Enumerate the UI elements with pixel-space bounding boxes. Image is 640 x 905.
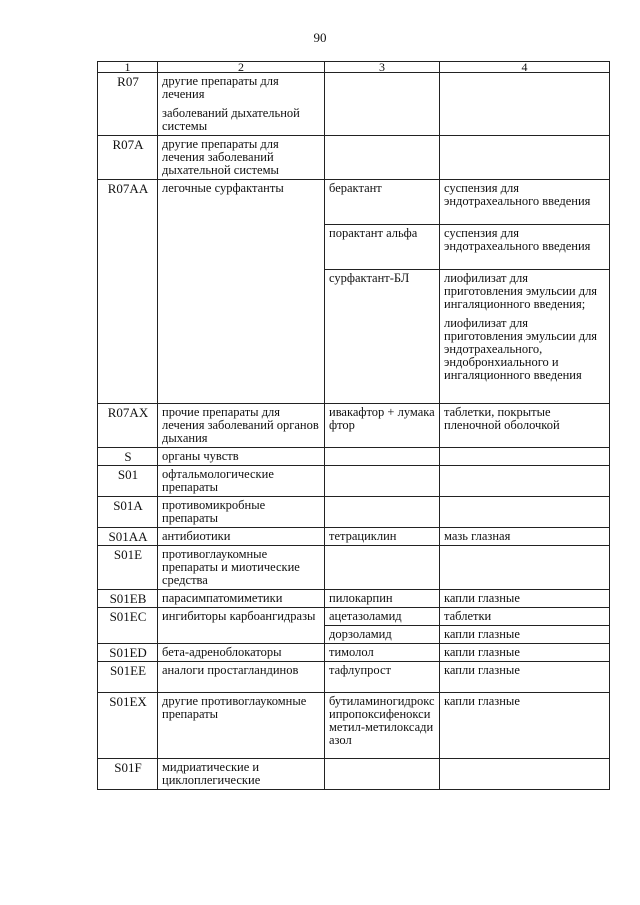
dosage-form-cell: [440, 225, 610, 270]
drug-name-cell: [325, 136, 440, 180]
dosage-form-cell: [440, 73, 610, 136]
group-name-text: противоглаукомные препараты и миотические средства: [162, 547, 300, 587]
dosage-form-text: капли глазные: [444, 663, 520, 677]
dosage-form-cell: [440, 644, 610, 662]
group-name-text: другие препараты для лечения заболеваний дыхательной системы: [162, 137, 279, 177]
table-row: [98, 448, 610, 466]
dosage-form-text: суспензия для эндотрахеального введения: [444, 181, 591, 208]
table-row: [98, 662, 610, 693]
dosage-form-text: суспензия для эндотрахеального введения: [444, 226, 591, 253]
group-name-cell: [158, 644, 325, 662]
group-name-cell: [158, 136, 325, 180]
atc-code-cell: R07A: [98, 136, 158, 180]
dosage-form-text: капли глазные: [444, 645, 520, 659]
drug-name-cell: [325, 759, 440, 790]
group-name-text: бета-адреноблокаторы: [162, 645, 282, 659]
dosage-form-cell: [440, 608, 610, 626]
group-name-cell: [158, 73, 325, 136]
table-row: [98, 693, 610, 759]
atc-code-cell: R07: [98, 73, 158, 136]
dosage-form-text: мазь глазная: [444, 529, 511, 543]
table-row: [98, 497, 610, 528]
dosage-form-text: таблетки, покрытые пленочной оболочкой: [444, 405, 560, 432]
dosage-form-cell: [440, 590, 610, 608]
group-name-cell: [158, 180, 325, 404]
group-name-cell: [158, 497, 325, 528]
dosage-form-text: лиофилизат для приготовления эмульсии для ингаляционного введения;: [444, 271, 598, 311]
group-name-text: ингибиторы карбоангидразы: [162, 609, 316, 623]
dosage-form-cell: [440, 270, 610, 404]
table-row: [98, 759, 610, 790]
drug-name-cell: [325, 497, 440, 528]
dosage-form-text: капли глазные: [444, 591, 520, 605]
table-row: [98, 466, 610, 497]
drug-name-cell: ивакафтор + лумакафтор: [325, 404, 440, 448]
drug-name-cell: [325, 546, 440, 590]
group-name-text: легочные сурфактанты: [162, 181, 284, 195]
group-name-text: мидриатические и циклоплегические: [162, 760, 261, 787]
group-name-cell: [158, 404, 325, 448]
drug-name-cell: берактант: [325, 180, 440, 225]
group-name-text: офтальмологические препараты: [162, 467, 274, 494]
group-name-cell: [158, 590, 325, 608]
table-row: [98, 73, 610, 136]
group-name-text: парасимпатомиметики: [162, 591, 283, 605]
group-name-text: органы чувств: [162, 449, 239, 463]
atc-code-cell: S01: [98, 466, 158, 497]
column-number-2: 2: [158, 62, 325, 73]
atc-code-cell: S01EE: [98, 662, 158, 693]
atc-code-cell: S: [98, 448, 158, 466]
group-name-cell: [158, 448, 325, 466]
atc-code-cell: R07AX: [98, 404, 158, 448]
dosage-form-cell: [440, 759, 610, 790]
drug-name-cell: тафлупрост: [325, 662, 440, 693]
group-name-cell: [158, 693, 325, 759]
group-name-cell: [158, 662, 325, 693]
atc-code-cell: S01EB: [98, 590, 158, 608]
dosage-form-cell: [440, 546, 610, 590]
dosage-form-text: капли глазные: [444, 627, 520, 641]
drug-name-cell: ацетазоламид: [325, 608, 440, 626]
dosage-form-cell: [440, 497, 610, 528]
group-name-cell: [158, 466, 325, 497]
drug-name-cell: сурфактант-БЛ: [325, 270, 440, 404]
drug-name-cell: [325, 466, 440, 497]
group-name-cell: [158, 608, 325, 644]
group-name-text: антибиотики: [162, 529, 231, 543]
dosage-form-cell: [440, 662, 610, 693]
dosage-form-cell: [440, 693, 610, 759]
drug-name-cell: дорзоламид: [325, 626, 440, 644]
table-row: [98, 404, 610, 448]
medication-table: [97, 61, 610, 790]
atc-code-cell: S01AA: [98, 528, 158, 546]
group-name-text: противомикробные препараты: [162, 498, 266, 525]
group-name-text: другие противоглаукомные препараты: [162, 694, 307, 721]
atc-code-cell: R07AA: [98, 180, 158, 404]
drug-name-cell: бутиламиногидроксипропоксифеноксиметил-метилоксадиазол: [325, 693, 440, 759]
group-name-cell: [158, 546, 325, 590]
atc-code-cell: S01E: [98, 546, 158, 590]
table-row: [98, 644, 610, 662]
drug-name-cell: тетрациклин: [325, 528, 440, 546]
column-number-1: 1: [98, 62, 158, 73]
group-name-text: заболеваний дыхательной системы: [162, 106, 300, 133]
table-row: [98, 136, 610, 180]
group-name-text: прочие препараты для лечения заболеваний органов дыхания: [162, 405, 319, 445]
table-row: [98, 590, 610, 608]
dosage-form-cell: [440, 448, 610, 466]
dosage-form-cell: [440, 528, 610, 546]
atc-code-cell: S01ED: [98, 644, 158, 662]
drug-name-cell: [325, 73, 440, 136]
dosage-form-cell: [440, 180, 610, 225]
table-row: [98, 180, 610, 225]
dosage-form-text: лиофилизат для приготовления эмульсии для эндотрахеального, эндобронхиального и ингаляционного введения: [444, 316, 598, 382]
group-name-text: аналоги простагландинов: [162, 663, 299, 677]
table-row: [98, 528, 610, 546]
group-name-cell: [158, 528, 325, 546]
dosage-form-text: таблетки: [444, 609, 492, 623]
page-number: 90: [313, 30, 327, 45]
drug-name-cell: пилокарпин: [325, 590, 440, 608]
drug-name-cell: порактант альфа: [325, 225, 440, 270]
dosage-form-cell: [440, 466, 610, 497]
atc-code-cell: S01EX: [98, 693, 158, 759]
table-header-row: [98, 62, 610, 73]
column-number-3: 3: [325, 62, 440, 73]
dosage-form-cell: [440, 626, 610, 644]
table-row: [98, 546, 610, 590]
drug-name-cell: тимолол: [325, 644, 440, 662]
group-name-text: другие препараты для лечения: [162, 74, 279, 101]
atc-code-cell: S01A: [98, 497, 158, 528]
dosage-form-cell: [440, 136, 610, 180]
dosage-form-text: капли глазные: [444, 694, 520, 708]
group-name-cell: [158, 759, 325, 790]
atc-code-cell: S01F: [98, 759, 158, 790]
atc-code-cell: S01EC: [98, 608, 158, 644]
dosage-form-cell: [440, 404, 610, 448]
column-number-4: 4: [440, 62, 610, 73]
table-row: [98, 608, 610, 626]
drug-name-cell: [325, 448, 440, 466]
